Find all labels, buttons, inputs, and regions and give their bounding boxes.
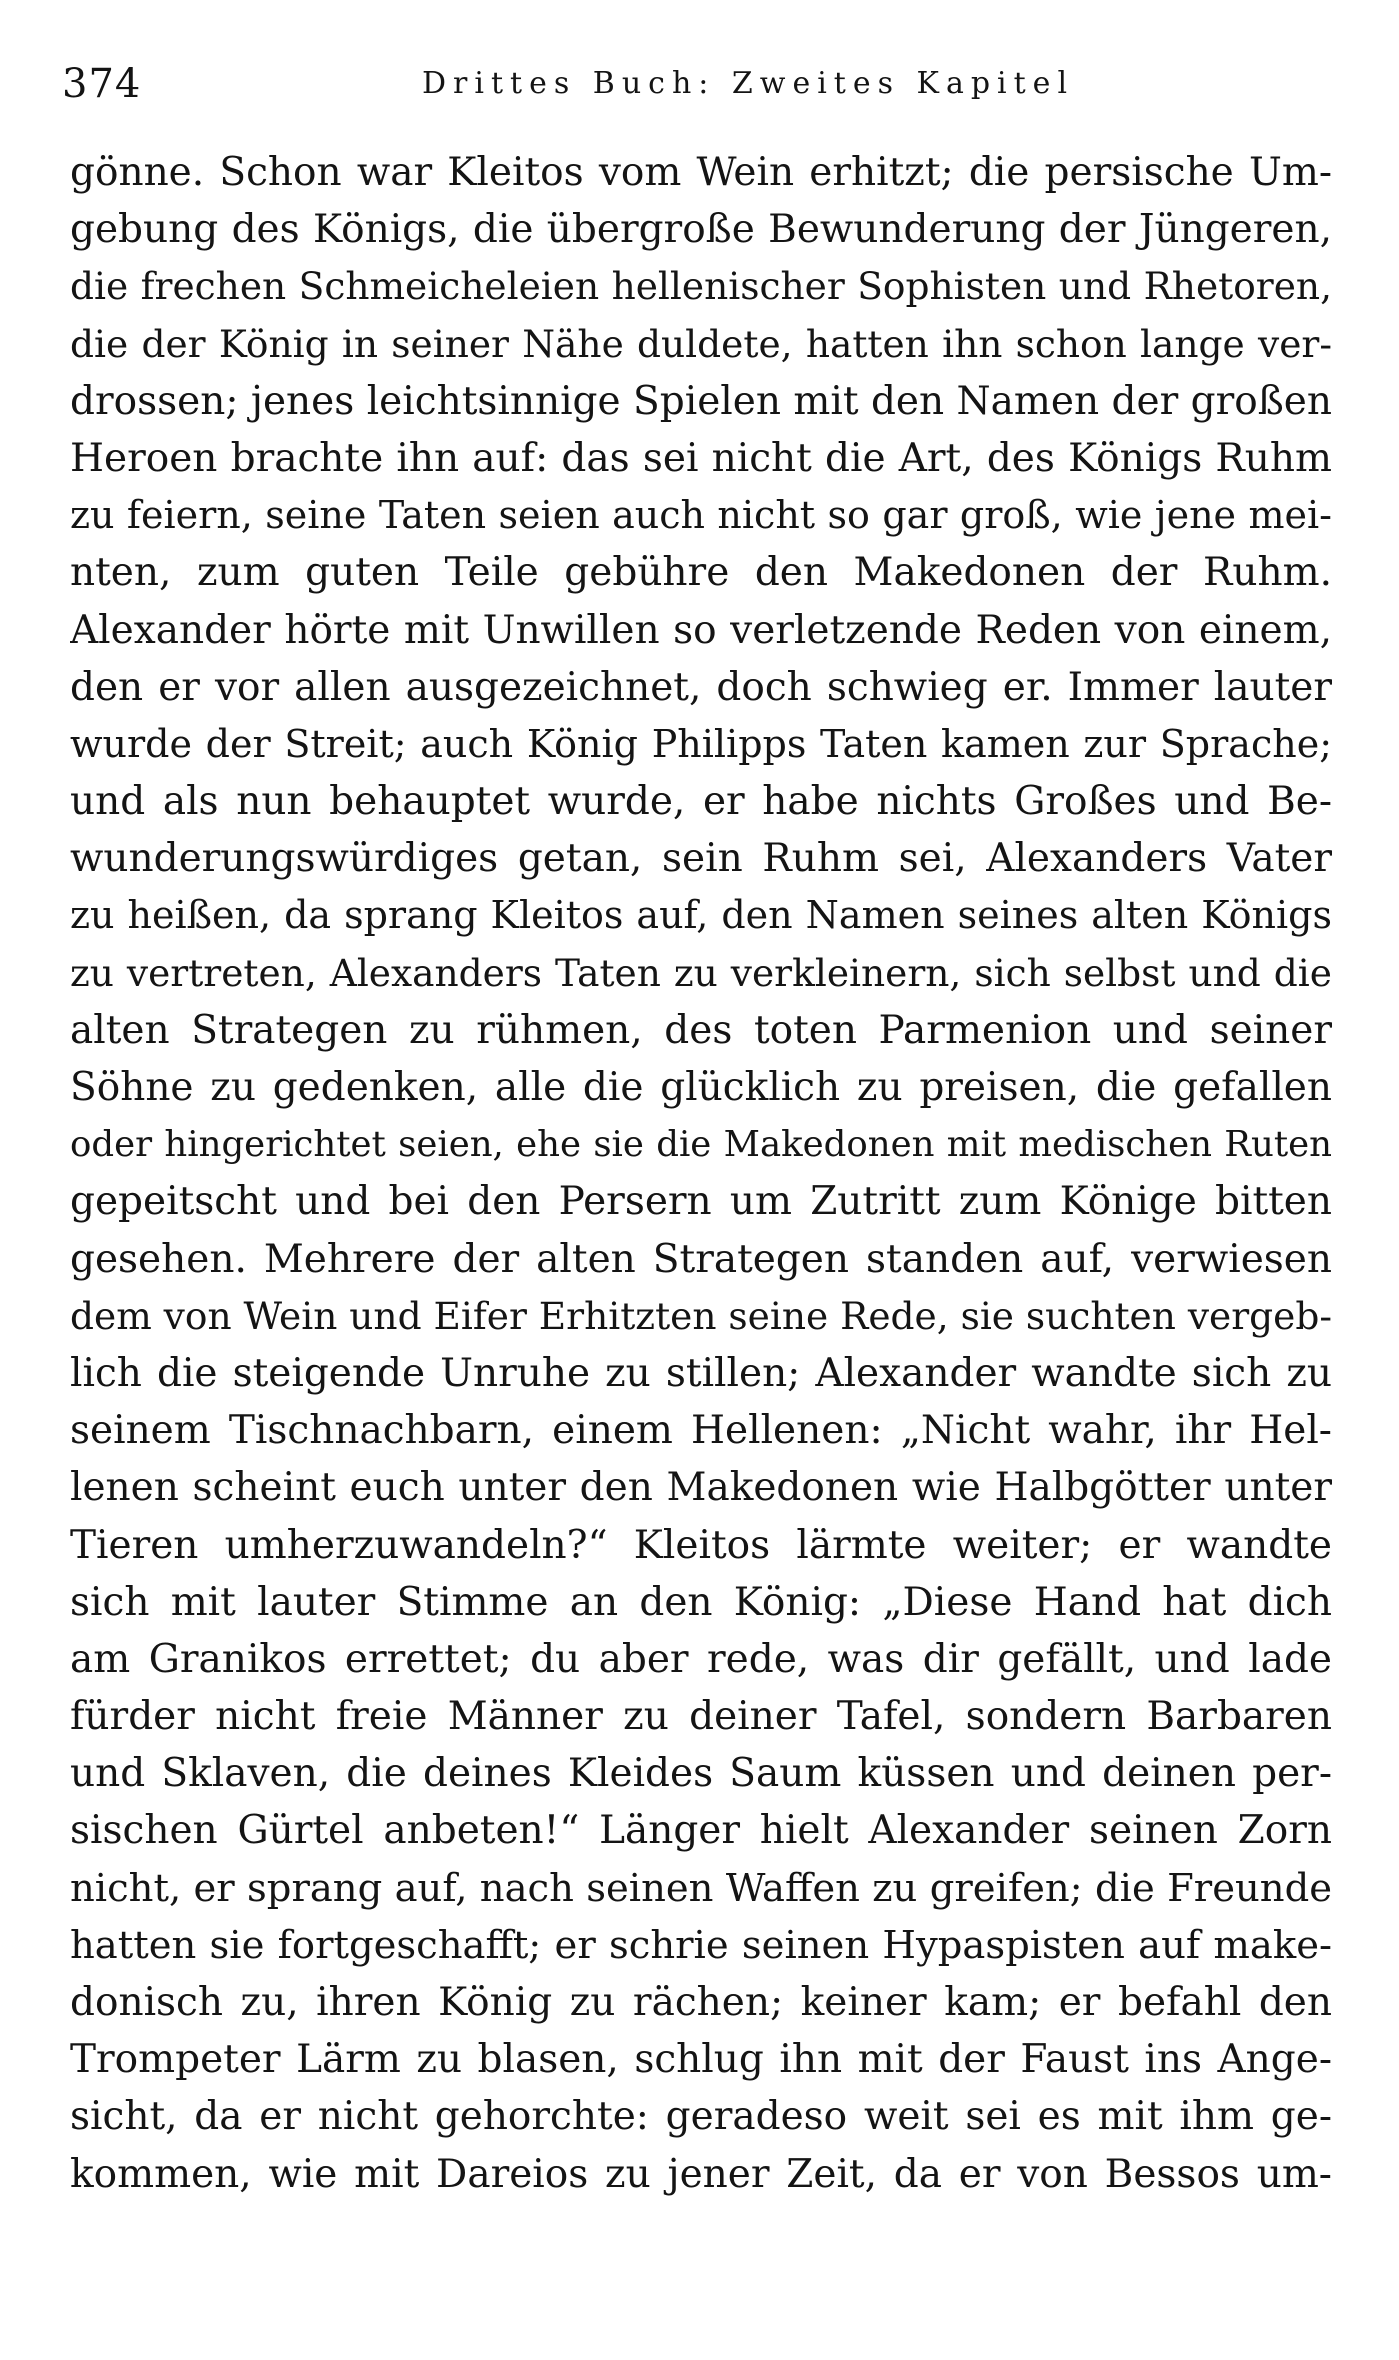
running-head: Drittes Buch: Zweites Kapitel bbox=[422, 66, 1075, 101]
page-header bbox=[62, 52, 1362, 116]
text-line: den er vor allen ausgezeichnet, doch schwieg er. Immer lauter bbox=[70, 664, 1332, 710]
text-line: Tieren umherzuwandeln?“ Kleitos lärmte weiter; er wandte bbox=[70, 1522, 1332, 1568]
text-line: gesehen. Mehrere der alten Strategen standen auf, verwiesen bbox=[70, 1236, 1332, 1282]
text-line: fürder nicht freie Männer zu deiner Tafel, sondern Barbaren bbox=[70, 1694, 1332, 1740]
body-text bbox=[70, 144, 1332, 2203]
text-line: gebung des Königs, die übergroße Bewunderung der Jüngeren, bbox=[70, 207, 1332, 253]
text-line: drossen; jenes leichtsinnige Spielen mit den Namen der großen bbox=[70, 378, 1332, 424]
text-line: Heroen brachte ihn auf: das sei nicht die Art, des Königs Ruhm bbox=[70, 435, 1332, 481]
text-line: und Sklaven, die deines Kleides Saum küssen und deinen per- bbox=[70, 1751, 1332, 1797]
text-line: Söhne zu gedenken, alle die glücklich zu preisen, die gefallen bbox=[70, 1065, 1332, 1110]
page-number: 374 bbox=[62, 61, 142, 107]
text-line: sich mit lauter Stimme an den König: „Diese Hand hat dich bbox=[70, 1579, 1332, 1625]
text-line: und als nun behauptet wurde, er habe nichts Großes und Be- bbox=[70, 779, 1332, 825]
text-line: seinem Tischnachbarn, einem Hellenen: „Nicht wahr, ihr Hel- bbox=[70, 1408, 1332, 1454]
text-line: zu heißen, da sprang Kleitos auf, den Namen seines alten Königs bbox=[70, 893, 1332, 938]
text-line: dem von Wein und Eifer Erhitzten seine Rede, sie suchten vergeb- bbox=[70, 1293, 1332, 1338]
text-line: lich die steigende Unruhe zu stillen; Alexander wandte sich zu bbox=[70, 1350, 1332, 1396]
text-line: sicht, da er nicht gehorchte: geradeso weit sei es mit ihm ge- bbox=[70, 2094, 1332, 2140]
text-line: wunderungswürdiges getan, sein Ruhm sei, Alexanders Vater bbox=[70, 836, 1332, 882]
text-line: lenen scheint euch unter den Makedonen wie Halbgötter unter bbox=[70, 1465, 1332, 1511]
text-line: oder hingerichtet seien, ehe sie die Makedonen mit medischen Ruten bbox=[70, 1124, 1332, 1166]
text-line: die der König in seiner Nähe duldete, hatten ihn schon lange ver- bbox=[70, 321, 1332, 366]
text-line: hatten sie fortgeschafft; er schrie seinen Hypaspisten auf make- bbox=[70, 1922, 1332, 1968]
text-line: am Granikos errettet; du aber rede, was dir gefällt, und lade bbox=[70, 1636, 1332, 1682]
text-line: zu feiern, seine Taten seien auch nicht so gar groß, wie jene mei- bbox=[70, 493, 1332, 538]
text-line: nten, zum guten Teile gebühre den Makedonen der Ruhm. bbox=[70, 550, 1332, 596]
text-line: donisch zu, ihren König zu rächen; keiner kam; er befahl den bbox=[70, 1980, 1332, 2025]
text-line: zu vertreten, Alexanders Taten zu verkleinern, sich selbst und die bbox=[70, 950, 1332, 995]
text-line: Trompeter Lärm zu blasen, schlug ihn mit der Faust ins Ange- bbox=[70, 2037, 1332, 2083]
text-line: kommen, wie mit Dareios zu jener Zeit, da er von Bessos um- bbox=[70, 2151, 1332, 2197]
text-line: sischen Gürtel anbeten!“ Länger hielt Alexander seinen Zorn bbox=[70, 1808, 1332, 1854]
text-line: gepeitscht und bei den Persern um Zutritt zum Könige bitten bbox=[70, 1179, 1332, 1225]
text-line: die frechen Schmeicheleien hellenischer Sophisten und Rhetoren, bbox=[70, 264, 1332, 309]
text-line: alten Strategen zu rühmen, des toten Parmenion und seiner bbox=[70, 1007, 1332, 1053]
text-line: wurde der Streit; auch König Philipps Taten kamen zur Sprache; bbox=[70, 721, 1332, 766]
text-line: nicht, er sprang auf, nach seinen Waffen zu greifen; die Freunde bbox=[70, 1865, 1332, 1911]
text-line: gönne. Schon war Kleitos vom Wein erhitzt; die persische Um- bbox=[70, 150, 1332, 195]
text-line: Alexander hörte mit Unwillen so verletzende Reden von einem, bbox=[70, 607, 1332, 653]
